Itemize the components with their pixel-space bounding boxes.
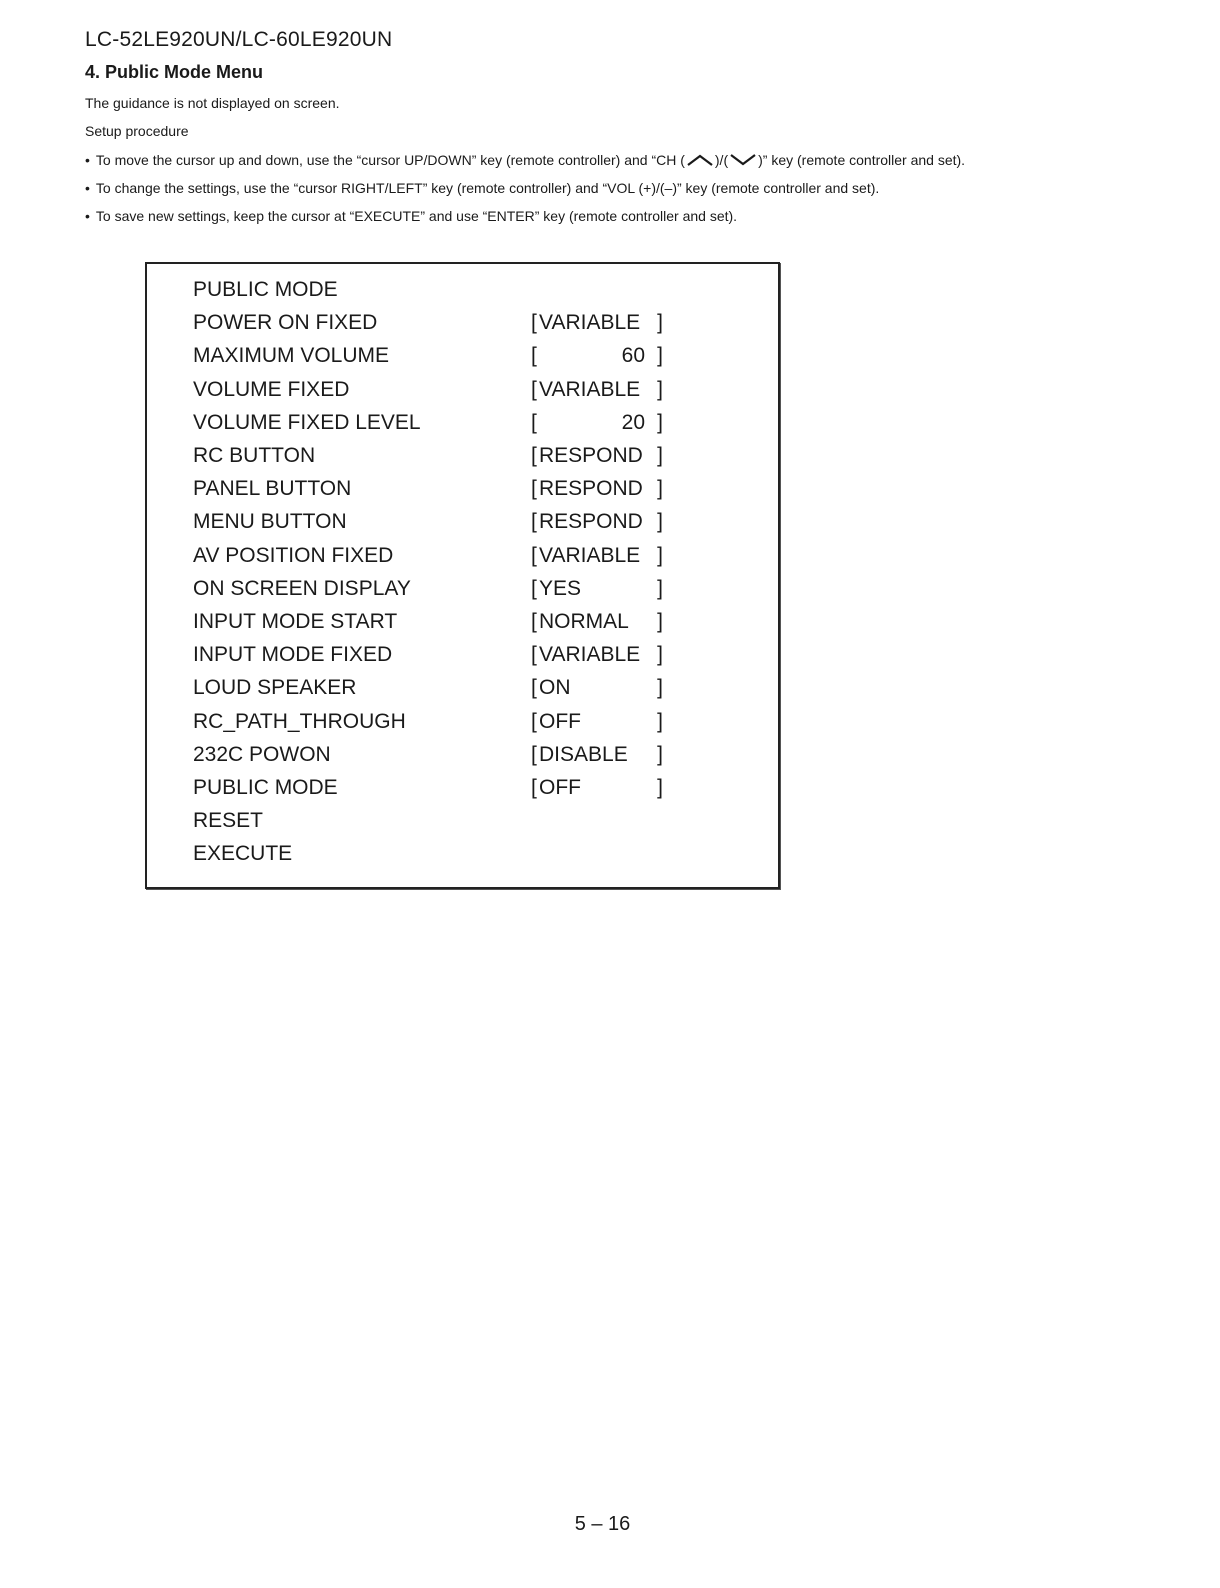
menu-item-value[interactable]: [531, 771, 663, 804]
value-bracket-close: ]: [657, 543, 663, 567]
menu-item-value[interactable]: [531, 306, 663, 339]
bullet-change-text: To change the settings, use the “cursor RIGHT/LEFT” key (remote controller) and “VOL (+)/(–)” key (remote controller and set).: [95, 180, 880, 196]
menu-item-value[interactable]: [531, 406, 663, 439]
model-header: LC-52LE920UN/LC-60LE920UN: [85, 28, 393, 51]
menu-item-value[interactable]: [531, 705, 663, 738]
menu-item-label: LOUD SPEAKER: [193, 676, 357, 700]
value-bracket-close: ]: [657, 377, 663, 401]
chevron-down-icon: [729, 153, 757, 169]
menu-item-value[interactable]: [531, 671, 663, 704]
bullet-save-text: To save new settings, keep the cursor at “EXECUTE” and use “ENTER” key (remote controller and set).: [95, 208, 738, 224]
value-bracket-open: [: [531, 444, 537, 467]
guidance-text: The guidance is not displayed on screen.: [85, 95, 340, 111]
menu-item-label: MAXIMUM VOLUME: [193, 344, 390, 368]
value-bracket-close: ]: [657, 477, 663, 501]
menu-row[interactable]: [147, 406, 778, 439]
menu-item-value-text: OFF: [539, 776, 581, 799]
menu-row[interactable]: [147, 605, 778, 638]
value-bracket-open: [: [531, 676, 537, 700]
value-bracket-close: ]: [657, 776, 663, 799]
value-bracket-open: [: [531, 344, 537, 368]
menu-item-label: VOLUME FIXED: [193, 377, 350, 401]
value-bracket-open: [: [531, 742, 537, 766]
menu-item-label: MENU BUTTON: [193, 510, 347, 534]
menu-item-value[interactable]: [531, 605, 663, 638]
menu-item-label: POWER ON FIXED: [193, 311, 378, 335]
bullet-cursor-text-start: To move the cursor up and down, use the “cursor UP/DOWN” key (remote controller) and “CH (: [95, 152, 685, 168]
menu-row[interactable]: [147, 572, 778, 605]
value-bracket-open: [: [531, 311, 537, 335]
value-bracket-open: [: [531, 377, 537, 401]
chevron-up-icon: [686, 153, 714, 169]
value-bracket-open: [: [531, 776, 537, 799]
menu-item-value[interactable]: [531, 472, 663, 505]
menu-reset[interactable]: [147, 804, 778, 837]
menu-item-label: PANEL BUTTON: [193, 477, 352, 501]
setup-procedure-text: Setup procedure: [85, 123, 189, 139]
bullet-save-settings: [85, 208, 737, 224]
menu-row[interactable]: [147, 738, 778, 771]
menu-row[interactable]: [147, 439, 778, 472]
value-bracket-close: ]: [657, 610, 663, 633]
value-bracket-close: ]: [657, 344, 663, 368]
menu-item-label: INPUT MODE FIXED: [193, 643, 393, 667]
menu-item-value-text: VARIABLE: [539, 543, 641, 567]
value-bracket-open: [: [531, 643, 537, 667]
menu-item-value-text: 20: [621, 410, 645, 434]
menu-item-value[interactable]: [531, 738, 663, 771]
menu-row[interactable]: [147, 373, 778, 406]
menu-row[interactable]: [147, 472, 778, 505]
menu-item-label: PUBLIC MODE: [193, 776, 338, 799]
menu-title-label: PUBLIC MODE: [193, 278, 338, 301]
menu-item-value[interactable]: [531, 572, 663, 605]
menu-item-label: ON SCREEN DISPLAY: [193, 576, 411, 600]
menu-item-value-text: 60: [621, 344, 645, 368]
bullet-dot-icon: •: [85, 180, 90, 196]
value-bracket-open: [: [531, 610, 537, 633]
page-number: 5 – 16: [574, 1513, 631, 1535]
menu-item-value-text: NORMAL: [539, 610, 629, 633]
menu-item-value-text: VARIABLE: [539, 377, 641, 401]
menu-row[interactable]: [147, 505, 778, 538]
value-bracket-close: ]: [657, 444, 663, 467]
menu-item-value-text: ON: [539, 676, 571, 700]
menu-item-label: RC_PATH_THROUGH: [193, 709, 406, 733]
menu-item-value[interactable]: [531, 373, 663, 406]
menu-item-value-text: DISABLE: [539, 742, 628, 766]
value-bracket-close: ]: [657, 510, 663, 534]
value-bracket-open: [: [531, 709, 537, 733]
menu-row[interactable]: [147, 771, 778, 804]
value-bracket-close: ]: [657, 410, 663, 434]
menu-item-value[interactable]: [531, 638, 663, 671]
value-bracket-open: [: [531, 410, 537, 434]
menu-item-value-text: YES: [539, 576, 582, 600]
menu-item-value-text: VARIABLE: [539, 311, 641, 335]
bullet-change-settings: [85, 180, 879, 196]
value-bracket-close: ]: [657, 576, 663, 600]
value-bracket-close: ]: [657, 709, 663, 733]
menu-item-label: VOLUME FIXED LEVEL: [193, 410, 421, 434]
menu-item-value-text: RESPOND: [539, 510, 643, 534]
value-bracket-close: ]: [657, 742, 663, 766]
value-bracket-close: ]: [657, 643, 663, 667]
bullet-dot-icon: •: [85, 152, 90, 168]
menu-reset-label: RESET: [193, 809, 264, 833]
menu-title: [147, 273, 778, 306]
menu-item-label: 232C POWON: [193, 742, 331, 766]
menu-execute-label: EXECUTE: [193, 842, 293, 866]
menu-item-label: RC BUTTON: [193, 444, 316, 467]
menu-row[interactable]: [147, 306, 778, 339]
menu-row[interactable]: [147, 671, 778, 704]
menu-item-value-text: RESPOND: [539, 477, 643, 501]
value-bracket-close: ]: [657, 311, 663, 335]
menu-row[interactable]: [147, 638, 778, 671]
menu-item-value[interactable]: [531, 505, 663, 538]
value-bracket-close: ]: [657, 676, 663, 700]
public-mode-menu-box: [145, 262, 780, 889]
value-bracket-open: [: [531, 477, 537, 501]
section-title: 4. Public Mode Menu: [85, 62, 264, 82]
menu-item-value-text: RESPOND: [539, 444, 643, 467]
menu-execute[interactable]: [147, 837, 778, 870]
menu-row[interactable]: [147, 339, 778, 372]
bullet-cursor-move: [85, 152, 965, 169]
value-bracket-open: [: [531, 510, 537, 534]
menu-row[interactable]: [147, 705, 778, 738]
menu-row[interactable]: [147, 539, 778, 572]
value-bracket-open: [: [531, 576, 537, 600]
bullet-cursor-text-mid: )/(: [714, 152, 729, 168]
menu-item-label: AV POSITION FIXED: [193, 543, 394, 567]
menu-item-label: INPUT MODE START: [193, 610, 398, 633]
menu-item-value[interactable]: [531, 439, 663, 472]
bullet-dot-icon: •: [85, 208, 90, 224]
menu-item-value[interactable]: [531, 539, 663, 572]
menu-item-value[interactable]: [531, 339, 663, 372]
value-bracket-open: [: [531, 543, 537, 567]
menu-item-value-text: OFF: [539, 709, 581, 733]
bullet-cursor-text-end: )” key (remote controller and set).: [758, 152, 966, 168]
menu-item-value-text: VARIABLE: [539, 643, 641, 667]
